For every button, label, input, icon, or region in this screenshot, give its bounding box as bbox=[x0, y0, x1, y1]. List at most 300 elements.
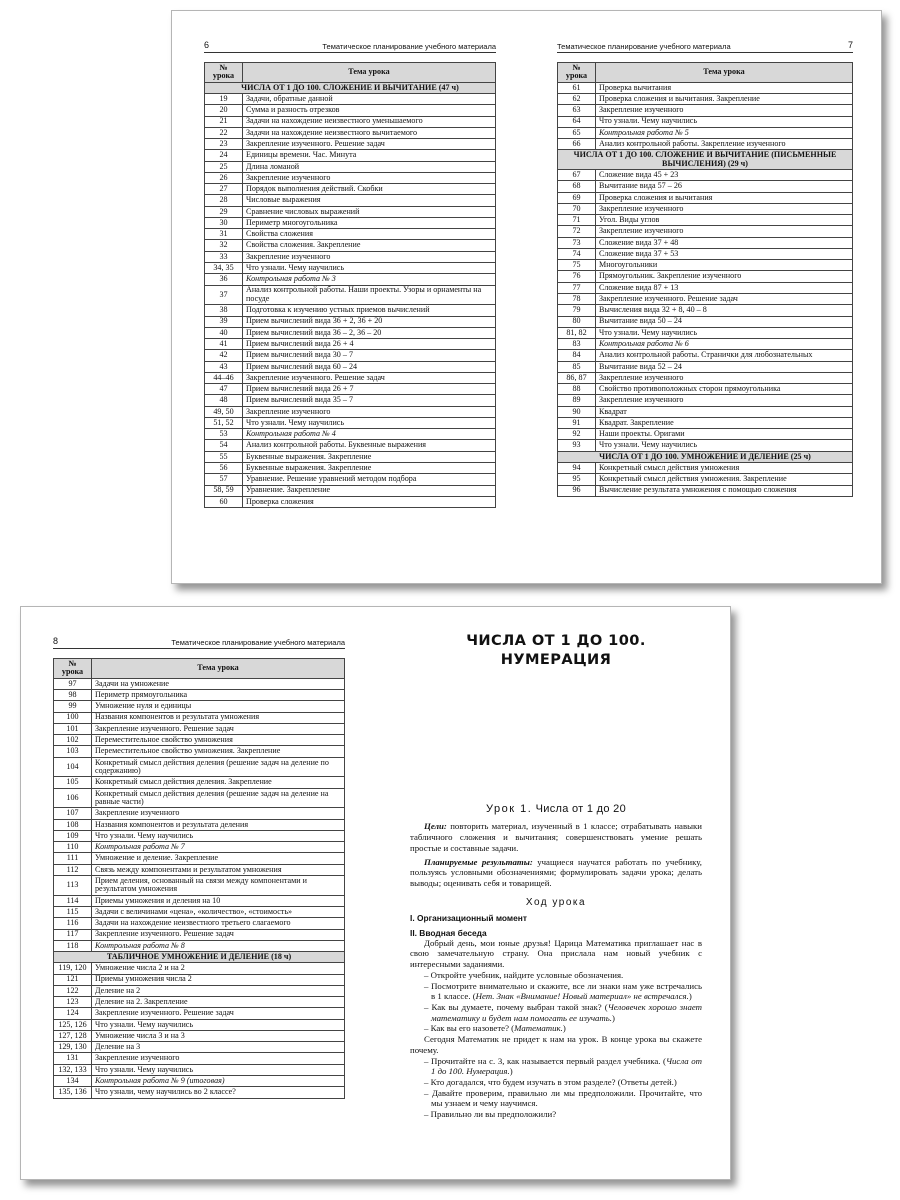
lesson-number: 55 bbox=[205, 451, 243, 462]
lesson-topic: Вычитание вида 50 – 24 bbox=[596, 316, 853, 327]
dialogue-line: – Прочитайте на с. 3, как называется первый раздел учебника. (Числа от 1 до 100. Нумерация.) bbox=[424, 1055, 702, 1077]
table-row bbox=[205, 372, 496, 383]
lesson-topic: Прием вычислений вида 36 + 2, 36 + 20 bbox=[243, 316, 496, 327]
table-row bbox=[54, 853, 345, 864]
lesson-topic: Закрепление изученного bbox=[92, 808, 345, 819]
lesson-number: 113 bbox=[54, 875, 92, 895]
lesson-topic: Приемы умножения числа 2 bbox=[92, 974, 345, 985]
running-title: Тематическое планирование учебного материала bbox=[171, 638, 345, 647]
lesson-number: 118 bbox=[54, 940, 92, 951]
table-row bbox=[54, 712, 345, 723]
lesson-topic: Контрольная работа № 6 bbox=[596, 339, 853, 350]
lesson-topic: Задачи на нахождение неизвестного уменьшаемого bbox=[243, 116, 496, 127]
page-number: 6 bbox=[204, 40, 210, 50]
lesson-topic: Длина ломаной bbox=[243, 161, 496, 172]
dialogue-line: – Откройте учебник, найдите условные обозначения. bbox=[424, 969, 624, 980]
table-row bbox=[558, 127, 853, 138]
lesson-number: 69 bbox=[558, 192, 596, 203]
table-row bbox=[558, 395, 853, 406]
table-row bbox=[54, 819, 345, 830]
table-row bbox=[54, 1075, 345, 1086]
dialogue-line: – Посмотрите внимательно и скажите, все ли знаки нам уже встречались в 1 классе. (Нет. Знак «Внимание! Новый материал» не встречался.) bbox=[424, 980, 702, 1002]
lesson-page bbox=[376, 607, 731, 1179]
table-row bbox=[558, 139, 853, 150]
lesson-topic: Квадрат. Закрепление bbox=[596, 417, 853, 428]
header-lesson-number: № урока bbox=[54, 659, 92, 679]
table-row bbox=[205, 384, 496, 395]
intro-paragraph: Добрый день, мои юные друзья! Царица Математика приглашает нас в свою замечательную страну. Она прислала нам новый учебник с интересными заданиями. bbox=[410, 937, 702, 970]
planned-results bbox=[410, 857, 702, 889]
lesson-number: 77 bbox=[558, 282, 596, 293]
lesson-number: 76 bbox=[558, 271, 596, 282]
lesson-number: 68 bbox=[558, 181, 596, 192]
section-row bbox=[558, 451, 853, 462]
lesson-number: 48 bbox=[205, 395, 243, 406]
lesson-topic: Задачи на нахождение неизвестного вычитаемого bbox=[243, 127, 496, 138]
lesson-number: 53 bbox=[205, 429, 243, 440]
lesson-number: 86, 87 bbox=[558, 372, 596, 383]
section-row bbox=[205, 82, 496, 93]
paragraph: Сегодня Математик не придет к нам на урок. В конце урока вы скажете почему. bbox=[410, 1034, 702, 1055]
table-row bbox=[205, 116, 496, 127]
header-lesson-topic: Тема урока bbox=[92, 659, 345, 679]
lesson-topic: Прием вычислений вида 36 – 2, 36 – 20 bbox=[243, 327, 496, 338]
lesson-number: 103 bbox=[54, 746, 92, 757]
table-row bbox=[205, 417, 496, 428]
lesson-topic: Закрепление изученного bbox=[243, 172, 496, 183]
table-row bbox=[205, 305, 496, 316]
lesson-topic: Что узнали. Чему научились bbox=[92, 1064, 345, 1075]
lesson-number: 62 bbox=[558, 94, 596, 105]
lesson-topic: Конкретный смысл действия деления (решение задач на деление на равные части) bbox=[92, 788, 345, 808]
lesson-number: 73 bbox=[558, 237, 596, 248]
table-row bbox=[54, 1030, 345, 1041]
table-row bbox=[558, 105, 853, 116]
lesson-topic: Анализ контрольной работы. Наши проекты. Узоры и орнаменты на посуде bbox=[243, 285, 496, 305]
lesson-topic: Прямоугольник. Закрепление изученного bbox=[596, 271, 853, 282]
table-row bbox=[54, 1019, 345, 1030]
lesson-number: 20 bbox=[205, 105, 243, 116]
table-row bbox=[558, 327, 853, 338]
lesson-topic: Переместительное свойство умножения. Закрепление bbox=[92, 746, 345, 757]
table-row bbox=[54, 678, 345, 689]
lesson-topic: Что узнали, чему научились во 2 классе? bbox=[92, 1087, 345, 1098]
table-row bbox=[205, 172, 496, 183]
lesson-number: 56 bbox=[205, 463, 243, 474]
table-row bbox=[558, 384, 853, 395]
lesson-number: 24 bbox=[205, 150, 243, 161]
table-row bbox=[205, 285, 496, 305]
lesson-number: 75 bbox=[558, 260, 596, 271]
lesson-number: 61 bbox=[558, 82, 596, 93]
lesson-number: 83 bbox=[558, 339, 596, 350]
table-row bbox=[558, 94, 853, 105]
table-row bbox=[54, 929, 345, 940]
lesson-topic: Свойство противоположных сторон прямоугольника bbox=[596, 384, 853, 395]
lesson-number: 117 bbox=[54, 929, 92, 940]
page-6 bbox=[172, 11, 527, 583]
lesson-number: 64 bbox=[558, 116, 596, 127]
table-row bbox=[54, 940, 345, 951]
lesson-number: 71 bbox=[558, 215, 596, 226]
lesson-topic: Умножение числа 3 и на 3 bbox=[92, 1030, 345, 1041]
table-row bbox=[205, 496, 496, 507]
lesson-topic: Анализ контрольной работы. Буквенные выражения bbox=[243, 440, 496, 451]
running-head bbox=[53, 637, 345, 649]
lesson-number: 101 bbox=[54, 723, 92, 734]
lesson-number: 111 bbox=[54, 853, 92, 864]
lesson-topic: Что узнали. Чему научились bbox=[243, 263, 496, 274]
page-8 bbox=[21, 607, 376, 1179]
lesson-number: 29 bbox=[205, 206, 243, 217]
lesson-number: 134 bbox=[54, 1075, 92, 1086]
lesson-number: 25 bbox=[205, 161, 243, 172]
lesson-number: 44–46 bbox=[205, 372, 243, 383]
table-row bbox=[205, 94, 496, 105]
lesson-number: 30 bbox=[205, 217, 243, 228]
lesson-number: 31 bbox=[205, 229, 243, 240]
table-row bbox=[54, 777, 345, 788]
lesson-number: 115 bbox=[54, 906, 92, 917]
lesson-topic: Деление на 2 bbox=[92, 985, 345, 996]
table-row bbox=[54, 963, 345, 974]
table-row bbox=[558, 181, 853, 192]
lesson-topic: Сравнение числовых выражений bbox=[243, 206, 496, 217]
lesson-topic: Вычисление результата умножения с помощью сложения bbox=[596, 485, 853, 496]
running-title: Тематическое планирование учебного материала bbox=[557, 42, 731, 51]
table-row bbox=[205, 350, 496, 361]
lesson-number: 21 bbox=[205, 116, 243, 127]
lesson-number: 116 bbox=[54, 918, 92, 929]
table-row bbox=[205, 451, 496, 462]
lesson-number: 66 bbox=[558, 139, 596, 150]
lesson-number: 100 bbox=[54, 712, 92, 723]
lesson-topic: Закрепление изученного bbox=[596, 105, 853, 116]
table-row bbox=[558, 361, 853, 372]
lesson-number: 72 bbox=[558, 226, 596, 237]
lesson-number: 129, 130 bbox=[54, 1042, 92, 1053]
table-row bbox=[205, 105, 496, 116]
table-header-row bbox=[54, 659, 345, 679]
table-row bbox=[54, 1042, 345, 1053]
lesson-topic: Сложение вида 37 + 48 bbox=[596, 237, 853, 248]
lesson-topic: Сложение вида 45 + 23 bbox=[596, 170, 853, 181]
lesson-number: 127, 128 bbox=[54, 1030, 92, 1041]
lesson-topic: Закрепление изученного bbox=[596, 203, 853, 214]
lesson-number: 119, 120 bbox=[54, 963, 92, 974]
table-row bbox=[205, 161, 496, 172]
goals-text: повторить материал, изученный в 1 классе; отрабатывать навыки табличного сложения и вычитания; совершенствовать умение решать простые и составные задачи. bbox=[410, 821, 702, 853]
table-row bbox=[558, 248, 853, 259]
lesson-topic: Многоугольники bbox=[596, 260, 853, 271]
lesson-topic: Деление на 3 bbox=[92, 1042, 345, 1053]
goals-label: Цели: bbox=[424, 821, 447, 832]
lesson-topic: Закрепление изученного. Решение задач bbox=[596, 294, 853, 305]
lesson-number: 23 bbox=[205, 139, 243, 150]
lesson-topic: Что узнали. Чему научились bbox=[92, 830, 345, 841]
lesson-topic: Контрольная работа № 9 (итоговая) bbox=[92, 1075, 345, 1086]
lesson-topic: Закрепление изученного. Решение задач bbox=[243, 372, 496, 383]
section-title: ЧИСЛА ОТ 1 ДО 100. СЛОЖЕНИЕ И ВЫЧИТАНИЕ (47 ч) bbox=[205, 82, 496, 93]
lesson-topic: Контрольная работа № 5 bbox=[596, 127, 853, 138]
lesson-number: 104 bbox=[54, 757, 92, 777]
lesson-number: 27 bbox=[205, 184, 243, 195]
lesson-topic: Закрепление изученного. Решение задач bbox=[243, 139, 496, 150]
lesson-number: 60 bbox=[205, 496, 243, 507]
lesson-topic: Прием вычислений вида 26 + 4 bbox=[243, 339, 496, 350]
lesson-number: 110 bbox=[54, 842, 92, 853]
lesson-topic: Что узнали. Чему научились bbox=[596, 327, 853, 338]
lesson-number: 80 bbox=[558, 316, 596, 327]
table-row bbox=[205, 274, 496, 285]
lesson-number: 41 bbox=[205, 339, 243, 350]
lesson-number: 122 bbox=[54, 985, 92, 996]
lesson-number: 81, 82 bbox=[558, 327, 596, 338]
table-row bbox=[205, 184, 496, 195]
table-row bbox=[54, 690, 345, 701]
lesson-number: 114 bbox=[54, 895, 92, 906]
dialogue-line: – Правильно ли вы предположили? bbox=[424, 1109, 557, 1120]
lesson-topic: Контрольная работа № 8 bbox=[92, 940, 345, 951]
lesson-number: 96 bbox=[558, 485, 596, 496]
lesson-number: 112 bbox=[54, 864, 92, 875]
lesson-number: 89 bbox=[558, 395, 596, 406]
table-row bbox=[205, 139, 496, 150]
lesson-number: 19 bbox=[205, 94, 243, 105]
lesson-number: 33 bbox=[205, 251, 243, 262]
lesson-number: 32 bbox=[205, 240, 243, 251]
lesson-goals bbox=[410, 821, 702, 853]
lesson-number: 26 bbox=[205, 172, 243, 183]
lesson-topic: Задачи с величинами «цена», «количество», «стоимость» bbox=[92, 906, 345, 917]
table-row bbox=[205, 327, 496, 338]
table-row bbox=[558, 203, 853, 214]
lesson-topic: Вычитание вида 52 – 24 bbox=[596, 361, 853, 372]
lesson-topic: Что узнали. Чему научились bbox=[243, 417, 496, 428]
lesson-topic: Конкретный смысл действия умножения. Закрепление bbox=[596, 474, 853, 485]
table-row bbox=[54, 906, 345, 917]
table-row bbox=[54, 875, 345, 895]
lesson-number: 49, 50 bbox=[205, 406, 243, 417]
lesson-number: 36 bbox=[205, 274, 243, 285]
lesson-number: 124 bbox=[54, 1008, 92, 1019]
table-row bbox=[205, 316, 496, 327]
table-row bbox=[205, 429, 496, 440]
lesson-topic: Периметр многоугольника bbox=[243, 217, 496, 228]
lesson-number: 37 bbox=[205, 285, 243, 305]
table-row bbox=[54, 788, 345, 808]
lesson-number: 123 bbox=[54, 997, 92, 1008]
running-head bbox=[557, 41, 853, 53]
table-row bbox=[54, 974, 345, 985]
page-number: 7 bbox=[847, 40, 853, 50]
lesson-number: 58, 59 bbox=[205, 485, 243, 496]
table-row bbox=[54, 830, 345, 841]
lesson-topic: Умножение числа 2 и на 2 bbox=[92, 963, 345, 974]
lesson-number: 121 bbox=[54, 974, 92, 985]
lesson-topic: Порядок выполнения действий. Скобки bbox=[243, 184, 496, 195]
lesson-number: 78 bbox=[558, 294, 596, 305]
chapter-title-line-1: ЧИСЛА ОТ 1 ДО 100. bbox=[466, 632, 646, 649]
table-row bbox=[205, 263, 496, 274]
lesson-topic: Закрепление изученного bbox=[243, 406, 496, 417]
lesson-topic: Угол. Виды углов bbox=[596, 215, 853, 226]
lesson-number: 132, 133 bbox=[54, 1064, 92, 1075]
table-row bbox=[205, 127, 496, 138]
lesson-topic: Умножение нуля и единицы bbox=[92, 701, 345, 712]
table-row bbox=[205, 361, 496, 372]
lesson-topic: Проверка вычитания bbox=[596, 82, 853, 93]
table-row bbox=[54, 1064, 345, 1075]
table-row bbox=[558, 260, 853, 271]
book-spread-page-8 bbox=[20, 606, 731, 1180]
running-title: Тематическое планирование учебного материала bbox=[322, 42, 496, 51]
table-row bbox=[54, 997, 345, 1008]
lesson-topic: Наши проекты. Оригами bbox=[596, 429, 853, 440]
lesson-number: 74 bbox=[558, 248, 596, 259]
lesson-topic: Прием вычислений вида 60 – 24 bbox=[243, 361, 496, 372]
table-row bbox=[54, 757, 345, 777]
lesson-number: 43 bbox=[205, 361, 243, 372]
lesson-topic: Задачи на умножение bbox=[92, 678, 345, 689]
table-row bbox=[558, 463, 853, 474]
table-row bbox=[558, 372, 853, 383]
lessons-table bbox=[204, 62, 496, 508]
lesson-topic: Конкретный смысл действия деления (решение задач на деление по содержанию) bbox=[92, 757, 345, 777]
lesson-number: 97 bbox=[54, 678, 92, 689]
table-row bbox=[558, 226, 853, 237]
table-row bbox=[54, 1008, 345, 1019]
running-head bbox=[204, 41, 496, 53]
lesson-number: 109 bbox=[54, 830, 92, 841]
lesson-topic: Уравнение. Решение уравнений методом подбора bbox=[243, 474, 496, 485]
lesson-topic: Числовые выражения bbox=[243, 195, 496, 206]
lesson-label: Урок 1. bbox=[486, 803, 533, 816]
lesson-number: 22 bbox=[205, 127, 243, 138]
table-row bbox=[205, 485, 496, 496]
table-row bbox=[205, 463, 496, 474]
table-row bbox=[205, 229, 496, 240]
lesson-number: 42 bbox=[205, 350, 243, 361]
table-row bbox=[558, 116, 853, 127]
table-row bbox=[205, 406, 496, 417]
table-row bbox=[205, 474, 496, 485]
lesson-topic: Свойства сложения. Закрепление bbox=[243, 240, 496, 251]
table-row bbox=[558, 271, 853, 282]
table-row bbox=[54, 895, 345, 906]
lesson-number: 28 bbox=[205, 195, 243, 206]
lesson-number: 106 bbox=[54, 788, 92, 808]
dialogue-line: – Давайте проверим, правильно ли мы предположили. Прочитайте, что мы узнаем и чему научимся. bbox=[424, 1087, 702, 1109]
chapter-title bbox=[410, 632, 702, 669]
lesson-content bbox=[410, 627, 702, 1120]
lesson-number: 99 bbox=[54, 701, 92, 712]
table-row bbox=[205, 206, 496, 217]
lesson-number: 90 bbox=[558, 406, 596, 417]
table-row bbox=[54, 1053, 345, 1064]
lesson-topic: Прием вычислений вида 26 + 7 bbox=[243, 384, 496, 395]
lesson-title bbox=[410, 803, 702, 815]
table-row bbox=[558, 82, 853, 93]
section-title: ЧИСЛА ОТ 1 ДО 100. СЛОЖЕНИЕ И ВЫЧИТАНИЕ (ПИСЬМЕННЫЕ ВЫЧИСЛЕНИЯ) (29 ч) bbox=[558, 150, 853, 170]
lesson-number: 105 bbox=[54, 777, 92, 788]
lessons-table bbox=[557, 62, 853, 497]
lesson-topic: Прием вычислений вида 35 – 7 bbox=[243, 395, 496, 406]
lesson-topic: Конкретный смысл действия умножения bbox=[596, 463, 853, 474]
table-row bbox=[54, 842, 345, 853]
table-row bbox=[205, 195, 496, 206]
lesson-number: 34, 35 bbox=[205, 263, 243, 274]
lesson-topic: Закрепление изученного bbox=[92, 1053, 345, 1064]
lesson-number: 63 bbox=[558, 105, 596, 116]
lesson-topic: Умножение и деление. Закрепление bbox=[92, 853, 345, 864]
header-lesson-number: № урока bbox=[205, 63, 243, 83]
lesson-number: 125, 126 bbox=[54, 1019, 92, 1030]
lesson-topic: Буквенные выражения. Закрепление bbox=[243, 463, 496, 474]
lesson-topic: Что узнали. Чему научились bbox=[92, 1019, 345, 1030]
lesson-topic: Сложение вида 87 + 13 bbox=[596, 282, 853, 293]
lesson-number: 92 bbox=[558, 429, 596, 440]
lesson-topic: Единицы времени. Час. Минута bbox=[243, 150, 496, 161]
lesson-number: 65 bbox=[558, 127, 596, 138]
lesson-topic: Закрепление изученного. Решение задач bbox=[92, 1008, 345, 1019]
lesson-topic: Периметр прямоугольника bbox=[92, 690, 345, 701]
lesson-topic: Анализ контрольной работы. Закрепление изученного bbox=[596, 139, 853, 150]
table-row bbox=[205, 240, 496, 251]
lesson-topic: Проверка сложения и вычитания. Закрепление bbox=[596, 94, 853, 105]
section-title: ТАБЛИЧНОЕ УМНОЖЕНИЕ И ДЕЛЕНИЕ (18 ч) bbox=[54, 952, 345, 963]
table-row bbox=[54, 808, 345, 819]
lesson-topic: Закрепление изученного bbox=[596, 395, 853, 406]
lesson-topic: Контрольная работа № 7 bbox=[92, 842, 345, 853]
dialogue-line: – Как вы думаете, почему выбран такой знак? (Человечек хорошо знает математику и будет нам помогать ее изучать.) bbox=[424, 1001, 702, 1023]
table-header-row bbox=[558, 63, 853, 83]
lesson-number: 135, 136 bbox=[54, 1087, 92, 1098]
lesson-topic: Проверка сложения и вычитания bbox=[596, 192, 853, 203]
lesson-topic: Вычитание вида 57 – 26 bbox=[596, 181, 853, 192]
lesson-topic: Что узнали. Чему научились bbox=[596, 440, 853, 451]
lesson-number: 102 bbox=[54, 735, 92, 746]
lesson-number: 39 bbox=[205, 316, 243, 327]
header-lesson-topic: Тема урока bbox=[243, 63, 496, 83]
lesson-topic: Закрепление изученного. Решение задач bbox=[92, 929, 345, 940]
lesson-number: 51, 52 bbox=[205, 417, 243, 428]
dialogue-line: – Кто догадался, что будем изучать в этом разделе? (Ответы детей.) bbox=[424, 1077, 677, 1087]
lesson-topic: Подготовка к изучению устных приемов вычислений bbox=[243, 305, 496, 316]
section-row bbox=[54, 952, 345, 963]
lesson-number: 108 bbox=[54, 819, 92, 830]
lesson-number: 54 bbox=[205, 440, 243, 451]
lesson-topic: Задачи на нахождение неизвестного третьего слагаемого bbox=[92, 918, 345, 929]
table-row bbox=[205, 440, 496, 451]
lesson-topic: Прием деления, основанный на связи между компонентами и результатом умножения bbox=[92, 875, 345, 895]
table-row bbox=[205, 150, 496, 161]
lesson-number: 40 bbox=[205, 327, 243, 338]
lesson-topic: Закрепление изученного. Решение задач bbox=[92, 723, 345, 734]
lesson-number: 107 bbox=[54, 808, 92, 819]
lesson-topic: Закрепление изученного bbox=[596, 372, 853, 383]
lesson-number: 84 bbox=[558, 350, 596, 361]
lesson-number: 98 bbox=[54, 690, 92, 701]
table-row bbox=[205, 217, 496, 228]
lesson-number: 38 bbox=[205, 305, 243, 316]
lesson-topic: Приемы умножения и деления на 10 bbox=[92, 895, 345, 906]
lesson-topic: Названия компонентов и результата умножения bbox=[92, 712, 345, 723]
table-row bbox=[558, 237, 853, 248]
section-heading-1: I. Организационный момент bbox=[410, 912, 527, 923]
lesson-number: 85 bbox=[558, 361, 596, 372]
lesson-number: 91 bbox=[558, 417, 596, 428]
